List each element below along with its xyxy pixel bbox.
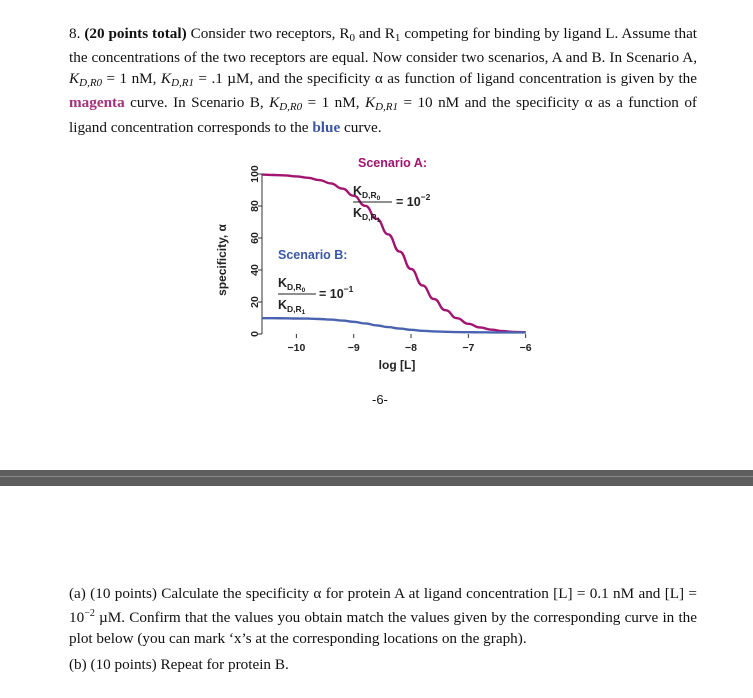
part-a-text: (a) (10 points) Calculate the specificity α for protein A at ligand concentration [L] = 0.1 nM and [L] = 10 xyxy=(69,585,697,627)
intro-text: and R xyxy=(355,25,395,42)
subscript: 0 xyxy=(376,195,381,202)
x-tick-label: −8 xyxy=(405,342,418,354)
kd-value: = 10 nM and the specificity α as a function of ligand concentration corresponds to the xyxy=(69,94,697,136)
svg-text:= 10−2 xyxy=(396,192,431,209)
kd-symbol: K xyxy=(353,206,363,220)
problem-number: 8. xyxy=(69,25,81,42)
specificity-chart xyxy=(210,148,550,378)
y-tick-label: 60 xyxy=(249,232,261,244)
subscript: D,R0 xyxy=(79,76,103,89)
exponent: −1 xyxy=(343,284,354,294)
svg-text:= 10−1 xyxy=(319,284,354,301)
intro-text: Consider two receptors, R xyxy=(190,25,350,42)
x-tick-label: −10 xyxy=(287,342,306,354)
page-divider xyxy=(0,470,753,486)
svg-text:KD,R0 xyxy=(278,276,306,294)
kd-value: = 1 nM, xyxy=(302,94,365,112)
scenario-a-ratio xyxy=(353,184,431,224)
kd-symbol: K xyxy=(278,298,288,312)
subscript: D,R xyxy=(287,304,302,314)
kd-value: = 1 nM, xyxy=(102,69,161,87)
subscript: D,R1 xyxy=(375,101,399,114)
subscript: 1 xyxy=(376,217,381,224)
subscript: D,R1 xyxy=(171,76,194,89)
y-tick-label: 20 xyxy=(249,296,261,308)
magenta-keyword: magenta xyxy=(69,94,125,112)
problem-points: (20 points total) xyxy=(84,25,187,42)
kd-symbol: K xyxy=(160,69,172,87)
subscript: D,R xyxy=(362,212,377,222)
svg-text:KD,R1 xyxy=(353,206,381,224)
subscript: D,R0 xyxy=(279,101,303,114)
subscript: D,R xyxy=(362,190,377,200)
part-a-text: µM. Confirm that the values you obtain match the values given by the corresponding curve in the plot below (you can mark ‘x’s at the corresponding locations on the graph). xyxy=(69,609,697,647)
intro-text: competing for binding by ligand L. Assume that the concentrations of the two receptors are equal. Now consider two scenarios, A and B. In Scenario A, xyxy=(69,25,698,67)
ratio-equals: = 10 xyxy=(319,287,344,301)
kd-symbol: K xyxy=(278,276,288,290)
y-tick-label: 0 xyxy=(249,331,261,337)
intro-text: curve. xyxy=(340,118,382,136)
kd-symbol: K xyxy=(69,69,80,87)
part-a-question xyxy=(69,584,697,649)
exponent: −2 xyxy=(84,608,95,620)
scenario-b-curve xyxy=(262,318,526,332)
problem-8-statement xyxy=(69,24,697,138)
kd-value: = .1 µM, and the specificity α as function of ligand concentration is given by the xyxy=(193,69,698,87)
subscript: D,R xyxy=(287,282,302,292)
y-tick-label: 40 xyxy=(249,264,261,276)
x-tick-label: −6 xyxy=(519,342,532,354)
y-tick-label: 80 xyxy=(249,200,261,212)
page-number: -6- xyxy=(372,392,388,407)
ratio-equals: = 10 xyxy=(396,195,421,209)
intro-text: curve. In Scenario B, xyxy=(124,94,270,112)
subscript: 0 xyxy=(301,287,306,294)
svg-text:KD,R1 xyxy=(278,298,306,316)
subscript: 1 xyxy=(301,309,306,316)
part-b-question: (b) (10 points) Repeat for protein B. xyxy=(69,656,289,673)
subscript: 0 xyxy=(349,32,356,44)
y-axis-label: specificity, α xyxy=(215,224,229,296)
kd-symbol: K xyxy=(353,184,363,198)
scenario-b-ratio xyxy=(278,276,354,316)
scenario-b-title: Scenario B: xyxy=(278,248,348,262)
blue-keyword: blue xyxy=(312,118,341,136)
scenario-a-title: Scenario A: xyxy=(358,156,428,170)
x-tick-label: −7 xyxy=(462,342,475,354)
x-tick-label: −9 xyxy=(347,342,360,354)
kd-symbol: K xyxy=(269,94,280,112)
y-tick-label: 100 xyxy=(249,165,261,183)
kd-symbol: K xyxy=(364,94,376,112)
subscript: 1 xyxy=(394,32,401,44)
exponent: −2 xyxy=(420,192,431,202)
x-axis-label: log [L] xyxy=(378,358,416,372)
